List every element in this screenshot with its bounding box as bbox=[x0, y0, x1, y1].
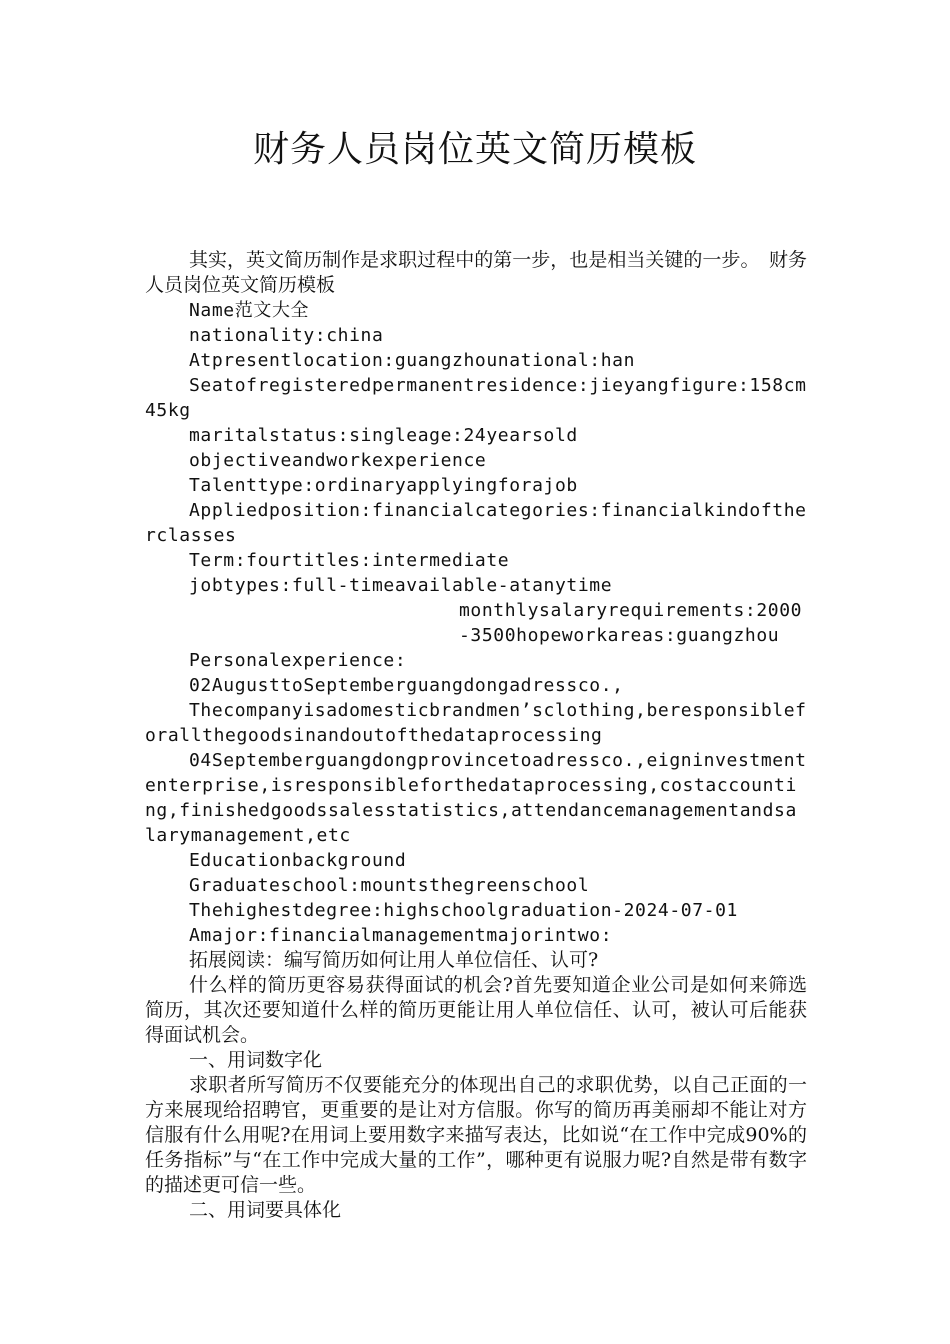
resume-line-degree: Thehighestdegree:highschoolgraduation-2024-07-01 bbox=[189, 900, 738, 921]
paragraph-intro: 其实，英文简历制作是求职过程中的第一步，也是相当关键的一步。 财务人员岗位英文简历模板 bbox=[145, 249, 807, 296]
resume-line-applied-position: Appliedposition:financialcategories:financialkindoftherclasses bbox=[145, 500, 807, 546]
paragraph-numbers: 求职者所写简历不仅要能充分的体现出自己的求职优势，以自己正面的一方来展现给招聘官，更重要的是让对方信服。你写的简历再美丽却不能让对方信服有什么用呢?在用词上要用数字来描写表达，比如说“在工作中完成90%的任务指标”与“在工作中完成大量的工作”，哪种更有说服力呢?自然是带有数字的描述更可信一些。 bbox=[145, 1074, 807, 1196]
resume-line-location: Atpresentlocation:guangzhounational:han bbox=[189, 350, 636, 371]
resume-line-nationality: nationality:china bbox=[189, 325, 384, 346]
resume-line-experience-1-detail: Thecompanyisadomesticbrandmen’sclothing,beresponsibleforallthegoodsinandoutofthedataprocessing bbox=[145, 700, 807, 746]
resume-line-talent-type: Talenttype:ordinaryapplyingforajob bbox=[189, 475, 578, 496]
resume-line-job-types: jobtypes:full-timeavailable-atanytime bbox=[189, 575, 613, 596]
resume-line-objective: objectiveandworkexperience bbox=[189, 450, 487, 471]
resume-line-experience-1: 02AugusttoSeptemberguangdongadressco., bbox=[189, 675, 624, 696]
paragraph-screening: 什么样的简历更容易获得面试的机会?首先要知道企业公司是如何来筛选简历，其次还要知道什么样的简历更能让用人单位信任、认可，被认可后能获得面试机会。 bbox=[145, 974, 807, 1046]
resume-line-term: Term:fourtitles:intermediate bbox=[189, 550, 510, 571]
section-heading-2: 二、用词要具体化 bbox=[189, 1199, 342, 1221]
paragraph-extended-reading: 拓展阅读：编写简历如何让用人单位信任、认可? bbox=[189, 949, 599, 971]
resume-line-personal-experience: Personalexperience: bbox=[189, 650, 407, 671]
document-title: 财务人员岗位英文简历模板 bbox=[252, 129, 697, 170]
resume-line-education: Educationbackground bbox=[189, 850, 407, 871]
section-heading-1: 一、用词数字化 bbox=[189, 1049, 323, 1071]
resume-line-marital-status: maritalstatus:singleage:24yearsold bbox=[189, 425, 578, 446]
resume-line-name: Name范文大全 bbox=[189, 300, 310, 321]
resume-line-major: Amajor:financialmanagementmajorintwo: bbox=[189, 925, 613, 946]
resume-line-residence: Seatofregisteredpermanentresidence:jieyangfigure:158cm45kg bbox=[145, 375, 807, 421]
resume-line-school: Graduateschool:mountsthegreenschool bbox=[189, 875, 590, 896]
resume-line-experience-2: 04Septemberguangdongprovincetoadressco.,eigninvestmententerprise,isresponsibleforthedataprocessing,costaccounting,finishedgoodssalesstatistics,attendancemanagementandsalarymanagement,etc bbox=[145, 750, 807, 846]
document-body bbox=[145, 248, 807, 1223]
resume-line-salary: monthlysalaryrequirements:2000-3500hopeworkareas:guangzhou bbox=[459, 600, 803, 646]
